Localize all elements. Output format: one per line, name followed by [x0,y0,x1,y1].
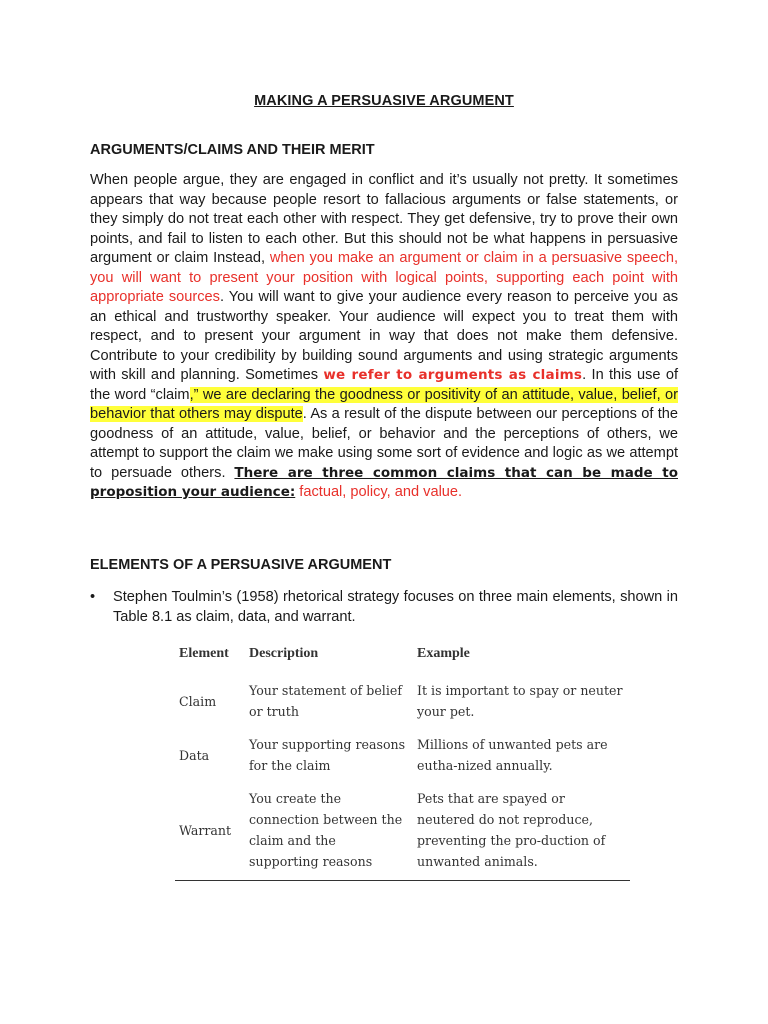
table-row [175,728,630,782]
table-header-row [175,640,630,674]
table-cell-example: Pets that are spayed or neutered do not reproduce, preventing the pro-duction of unwanted animals. [413,782,630,881]
table-header-example: Example [417,646,470,661]
table-cell-description: Your statement of belief or truth [249,683,402,719]
table-cell-example: Millions of unwanted pets are eutha-nized annually. [417,737,608,773]
table-cell-description: You create the connection between the claim and the supporting reasons [245,782,413,881]
text-run: . As a result of the dispute between our perceptions of the goodness of an attitude, value, belief, or behavior and the perceptions of others, we attempt to support the claim we make using some sort of evidence and logic as we attempt to persuade others. [90,406,678,481]
bullet-icon: • [90,589,96,605]
text-run: . In this use of the word “claim [90,367,679,403]
red-text-run: factual, policy, and value. [295,484,463,500]
text-run: When people argue, they are engaged in conflict and it’s usually not pretty. It sometimes appears that way because people resort to fallacious arguments or false statements, or they simply do not treat each other with respect. They get defensive, try to prove their own points, and fail to listen to each other. But this should not be what happens in persuasive argument or claim Instead, [90,172,678,266]
table-cell-example: It is important to spay or neuter your pet. [417,683,623,719]
section-heading-arguments: ARGUMENTS/CLAIMS AND THEIR MERIT [90,142,375,158]
bold-red-text-run: we refer to arguments as claims [323,367,583,383]
table-cell-description: Your supporting reasons for the claim [249,737,406,773]
table-cell-element: Data [179,747,210,763]
table-cell-element: Warrant [175,782,245,881]
table-row [175,782,630,881]
red-text-run: when you make an argument or claim in a persuasive speech, you will want to present your position with logical points, supporting each point with appropriate sources [90,250,678,305]
toulmin-table [175,640,630,881]
bold-underlined-text-run: There are three common claims that can be made to proposition your audience: [90,464,678,500]
document-title: MAKING A PERSUASIVE ARGUMENT [254,93,514,109]
text-run: . You will want to give your audience every reason to perceive you as an ethical and trustworthy speaker. Your audience will expect you to treat them with respect, and to present your argument in way that does not make them defensive. Contribute to your credibility by building sound arguments and using strategic arguments with skill and planning. Sometimes [90,289,678,383]
body-paragraph [90,171,678,503]
bullet-text: Stephen Toulmin’s (1958) rhetorical strategy focuses on three main elements, shown in Table 8.1 as claim, data, and warrant. [113,589,678,625]
section-heading-elements: ELEMENTS OF A PERSUASIVE ARGUMENT [90,557,392,573]
table-header-description: Description [249,646,319,661]
highlighted-text-run: ,” we are declaring the goodness or positivity of an attitude, value, belief, or behavior that others may dispute [90,386,678,422]
table-cell-element: Claim [179,693,217,709]
table-row [175,674,630,728]
table-header-element: Element [179,646,229,661]
